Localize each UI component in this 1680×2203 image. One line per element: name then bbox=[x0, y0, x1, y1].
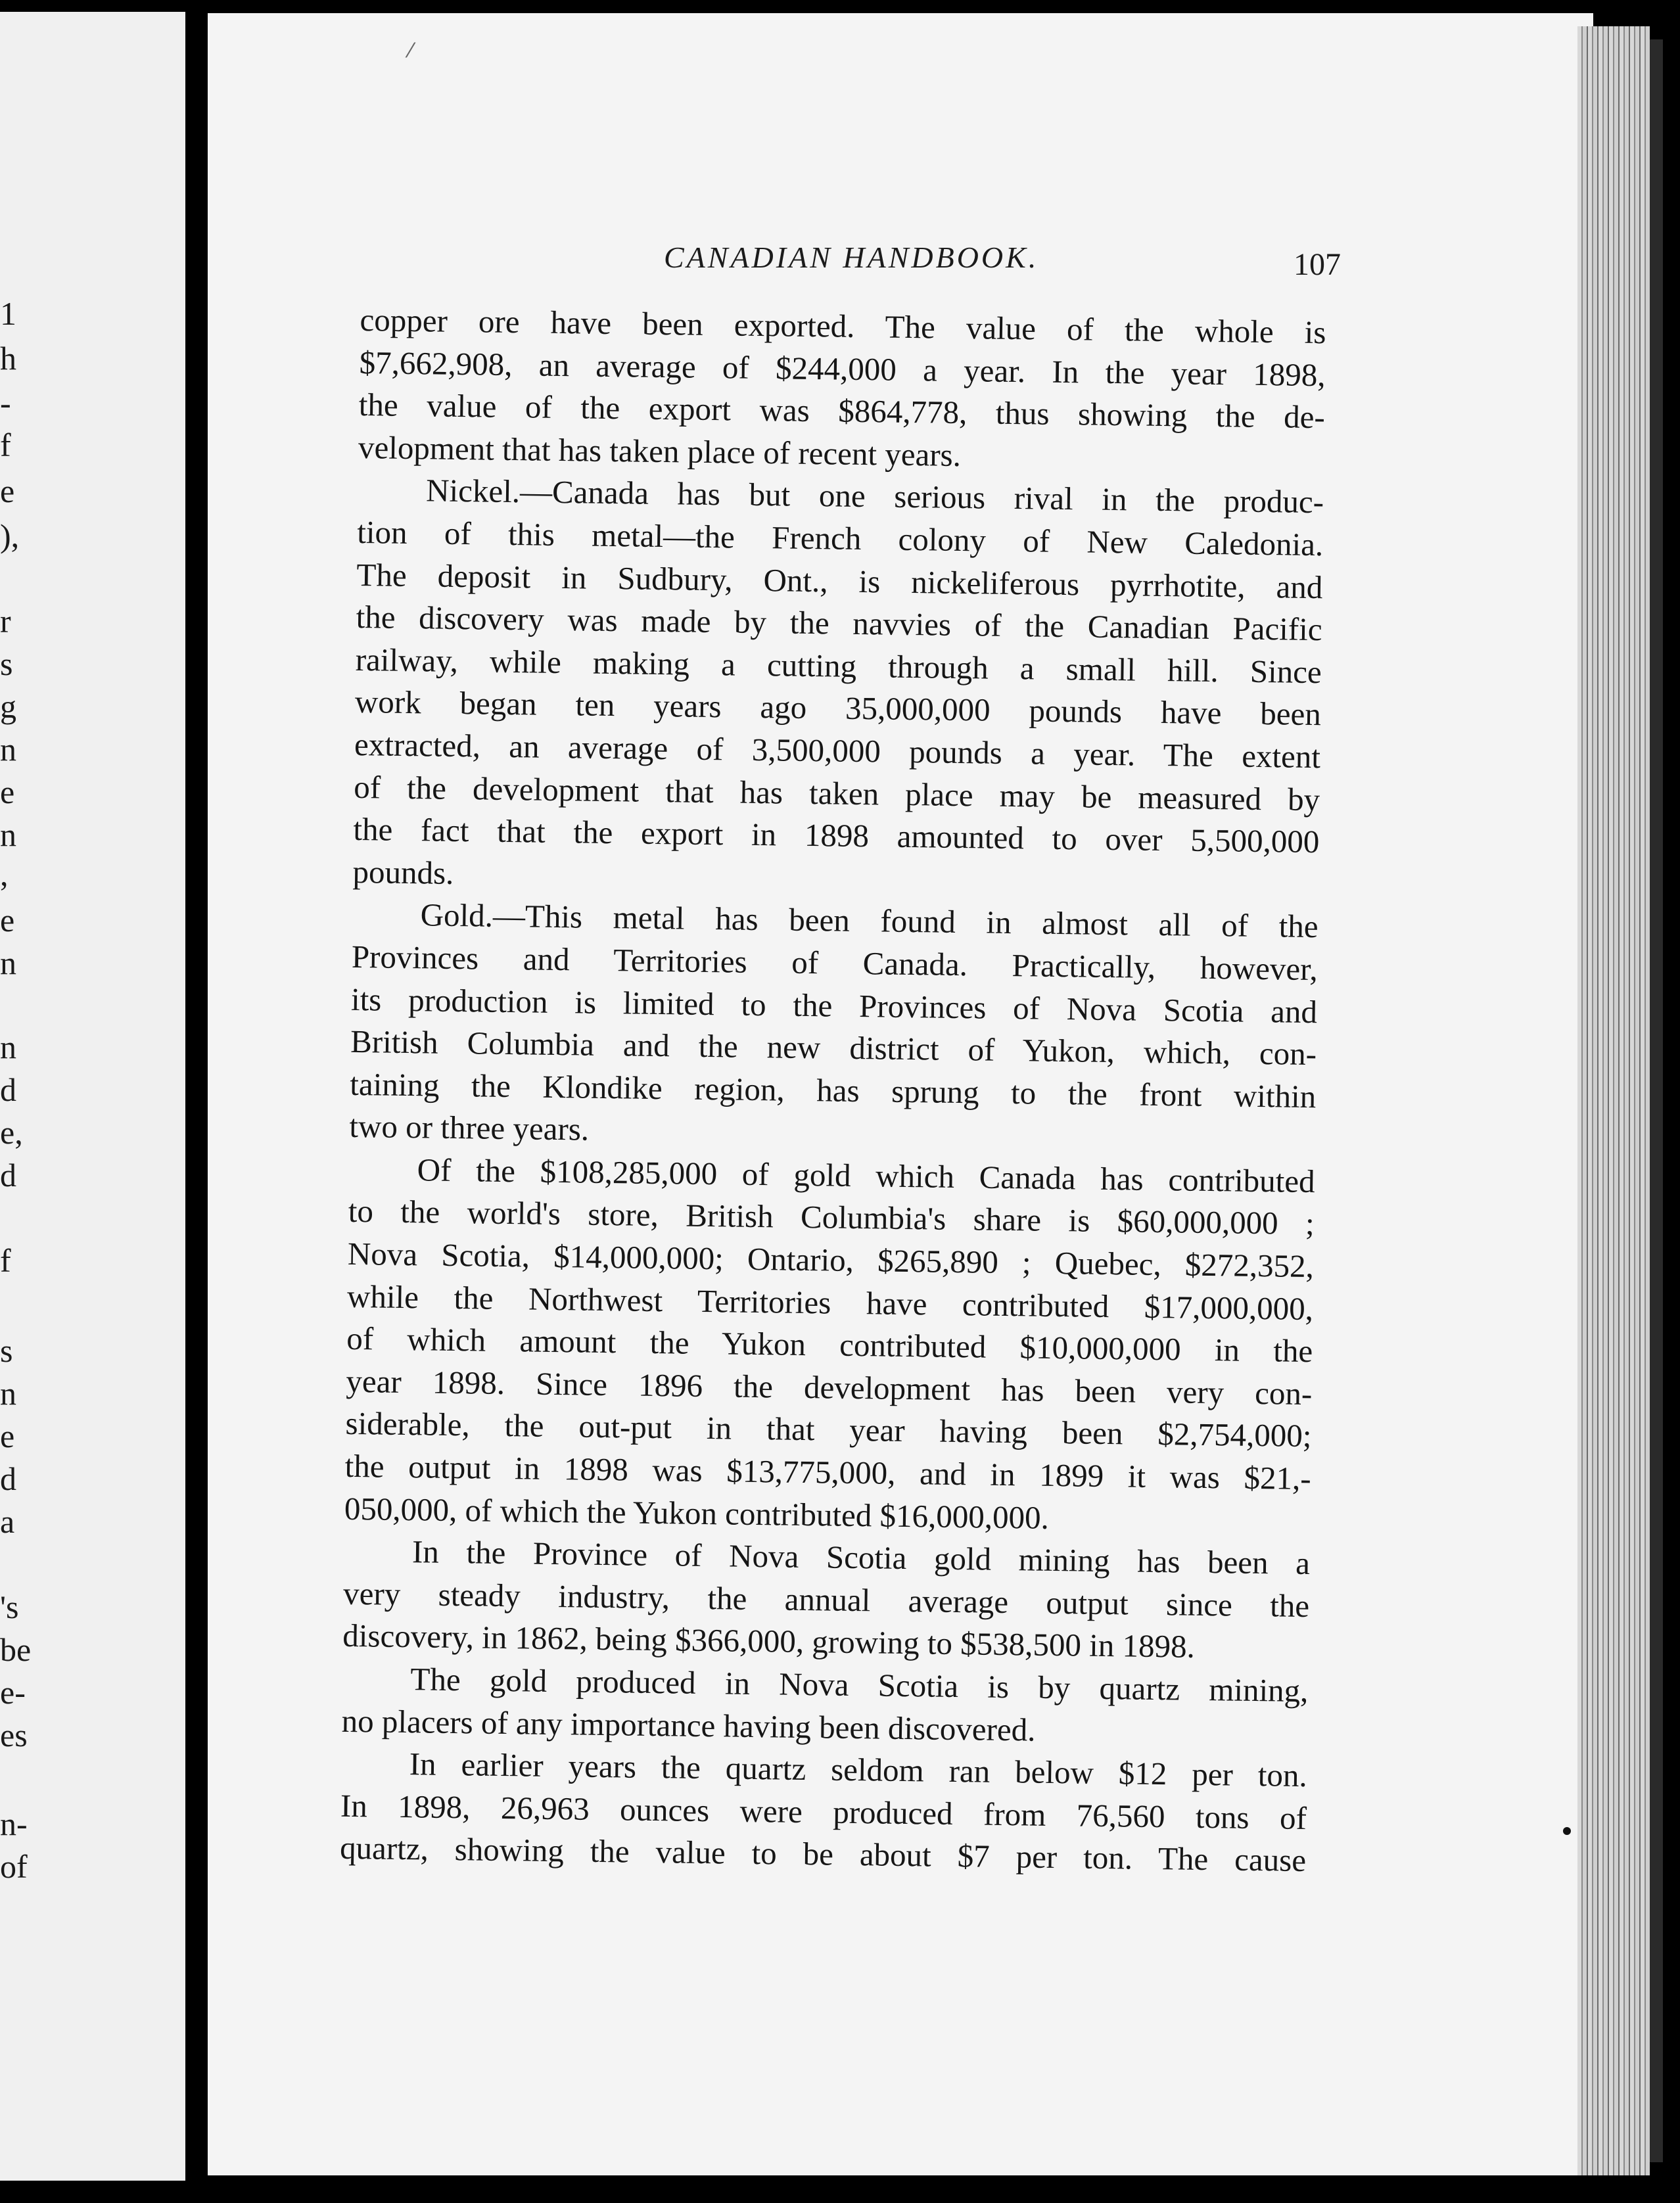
margin-fragment: 1 bbox=[0, 295, 16, 332]
text-line: the output in 1898 was $13,775,000, and in 1899 it was $21,- bbox=[344, 1447, 1311, 1497]
text-line: Provinces and Territories of Canada. Practically, however, bbox=[351, 938, 1318, 988]
margin-fragment: s bbox=[0, 645, 13, 682]
text-line: The gold produced in Nova Scotia is by quartz mining, bbox=[410, 1661, 1309, 1709]
margin-fragment: n bbox=[0, 1029, 16, 1065]
text-line: of the development that has taken place may be measured by bbox=[353, 768, 1320, 818]
margin-fragment: e- bbox=[0, 1674, 26, 1711]
text-line: very steady industry, the annual average output since the bbox=[342, 1575, 1310, 1624]
text-line: Gold.—This metal has been found in almost all of the bbox=[420, 896, 1318, 945]
text-line: Nova Scotia, $14,000,000; Ontario, $265,890 ; Quebec, $272,352, bbox=[347, 1235, 1315, 1285]
text-line: Nickel.—Canada has but one serious rival in the produc- bbox=[425, 472, 1324, 521]
text-line: In 1898, 26,963 ounces were produced from 76,560 tons of bbox=[340, 1787, 1307, 1836]
text-line: the value of the export was $864,778, thus showing the de- bbox=[358, 386, 1326, 436]
margin-fragment: f bbox=[0, 1242, 11, 1279]
pencil-mark: ⁄ bbox=[409, 39, 413, 62]
text-line: railway, while making a cutting through a small hill. Since bbox=[355, 641, 1322, 690]
margin-fragment: s bbox=[0, 1332, 13, 1369]
text-line: quartz, showing the value to be about $7 per ton. The cause bbox=[339, 1830, 1307, 1879]
margin-fragment: d bbox=[0, 1157, 16, 1194]
page-stack-edges bbox=[1577, 26, 1650, 2175]
text-line: velopment that has taken place of recent years. bbox=[358, 429, 962, 473]
margin-fragment: r bbox=[0, 603, 11, 639]
text-line: work began ten years ago 35,000,000 pounds have been bbox=[354, 684, 1322, 733]
margin-fragment: n- bbox=[0, 1805, 28, 1842]
text-line: its production is limited to the Provinces of Nova Scotia and bbox=[350, 981, 1318, 1030]
margin-fragment: n bbox=[0, 816, 16, 853]
margin-fragment: - bbox=[0, 384, 11, 421]
margin-fragment: e bbox=[0, 1418, 15, 1454]
margin-fragment: be bbox=[0, 1631, 32, 1668]
book-gutter bbox=[185, 0, 208, 2203]
margin-fragment: n bbox=[0, 944, 16, 981]
margin-fragment: d bbox=[0, 1071, 16, 1108]
text-line: 050,000, of which the Yukon contributed $16,000,000. bbox=[344, 1490, 1050, 1536]
margin-fragment: a bbox=[0, 1503, 15, 1540]
text-line: the discovery was made by the navvies of the Canadian Pacific bbox=[356, 599, 1322, 648]
page-number: 107 bbox=[1294, 247, 1341, 282]
margin-fragment: es bbox=[0, 1717, 28, 1753]
text-line: The deposit in Sudbury, Ont., is nickeliferous pyrrhotite, and bbox=[356, 556, 1323, 605]
margin-fragment: e bbox=[0, 473, 15, 509]
text-line: $7,662,908, an average of $244,000 a year. In the year 1898, bbox=[359, 344, 1326, 393]
margin-fragment: d bbox=[0, 1460, 16, 1497]
margin-fragment: f bbox=[0, 427, 11, 463]
margin-fragment: ), bbox=[0, 517, 20, 554]
running-head: CANADIAN HANDBOOK. bbox=[664, 241, 1039, 274]
margin-fragment: , bbox=[0, 856, 9, 893]
margin-fragment: h bbox=[0, 340, 16, 377]
page-edge-shadow bbox=[1650, 39, 1663, 2162]
text-line: no placers of any importance having been discovered. bbox=[341, 1702, 1036, 1748]
margin-fragment: e, bbox=[0, 1114, 23, 1151]
text-line: while the Northwest Territories have contributed $17,000,000, bbox=[346, 1278, 1314, 1327]
margin-fragment: e bbox=[0, 774, 15, 810]
text-line: two or three years. bbox=[349, 1108, 590, 1148]
text-line: taining the Klondike region, has sprung to the front within bbox=[350, 1065, 1317, 1115]
left-page-margin-fragments bbox=[0, 0, 32, 2203]
margin-fragment: e bbox=[0, 902, 15, 939]
margin-fragment: g bbox=[0, 688, 16, 725]
left-page bbox=[0, 12, 191, 2181]
text-line: In earlier years the quartz seldom ran below $12 per ton. bbox=[409, 1746, 1308, 1794]
text-line: copper ore have been exported. The value of the whole is bbox=[360, 301, 1326, 351]
text-line: In the Province of Nova Scotia gold mining has been a bbox=[411, 1533, 1311, 1582]
text-line: pounds. bbox=[352, 853, 454, 891]
margin-fragment: of bbox=[0, 1848, 28, 1885]
text-line: tion of this metal—the French colony of New Caledonia. bbox=[357, 513, 1324, 563]
text-line: discovery, in 1862, being $366,000, growing to $538,500 in 1898. bbox=[342, 1617, 1196, 1665]
text-line: to the world's store, British Columbia's share is $60,000,000 ; bbox=[348, 1193, 1315, 1242]
text-line: siderable, the out-put in that year having been $2,754,000; bbox=[345, 1405, 1312, 1454]
text-line: extracted, an average of 3,500,000 pounds a year. The extent bbox=[354, 726, 1321, 776]
margin-fragment: n bbox=[0, 731, 16, 768]
body-text bbox=[340, 299, 1326, 1882]
text-line: British Columbia and the new district of Yukon, which, con- bbox=[350, 1023, 1317, 1073]
text-line: of which amount the Yukon contributed $10,000,000 in the bbox=[346, 1320, 1313, 1370]
margin-fragment: n bbox=[0, 1375, 16, 1412]
text-line: the fact that the export in 1898 amounted to over 5,500,000 bbox=[353, 811, 1320, 860]
text-line: Of the $108,285,000 of gold which Canada has contributed bbox=[417, 1151, 1315, 1200]
margin-fragment: 's bbox=[0, 1588, 19, 1625]
text-line: year 1898. Since 1896 the development has been very con- bbox=[346, 1362, 1313, 1412]
ink-dot bbox=[1563, 1827, 1571, 1835]
